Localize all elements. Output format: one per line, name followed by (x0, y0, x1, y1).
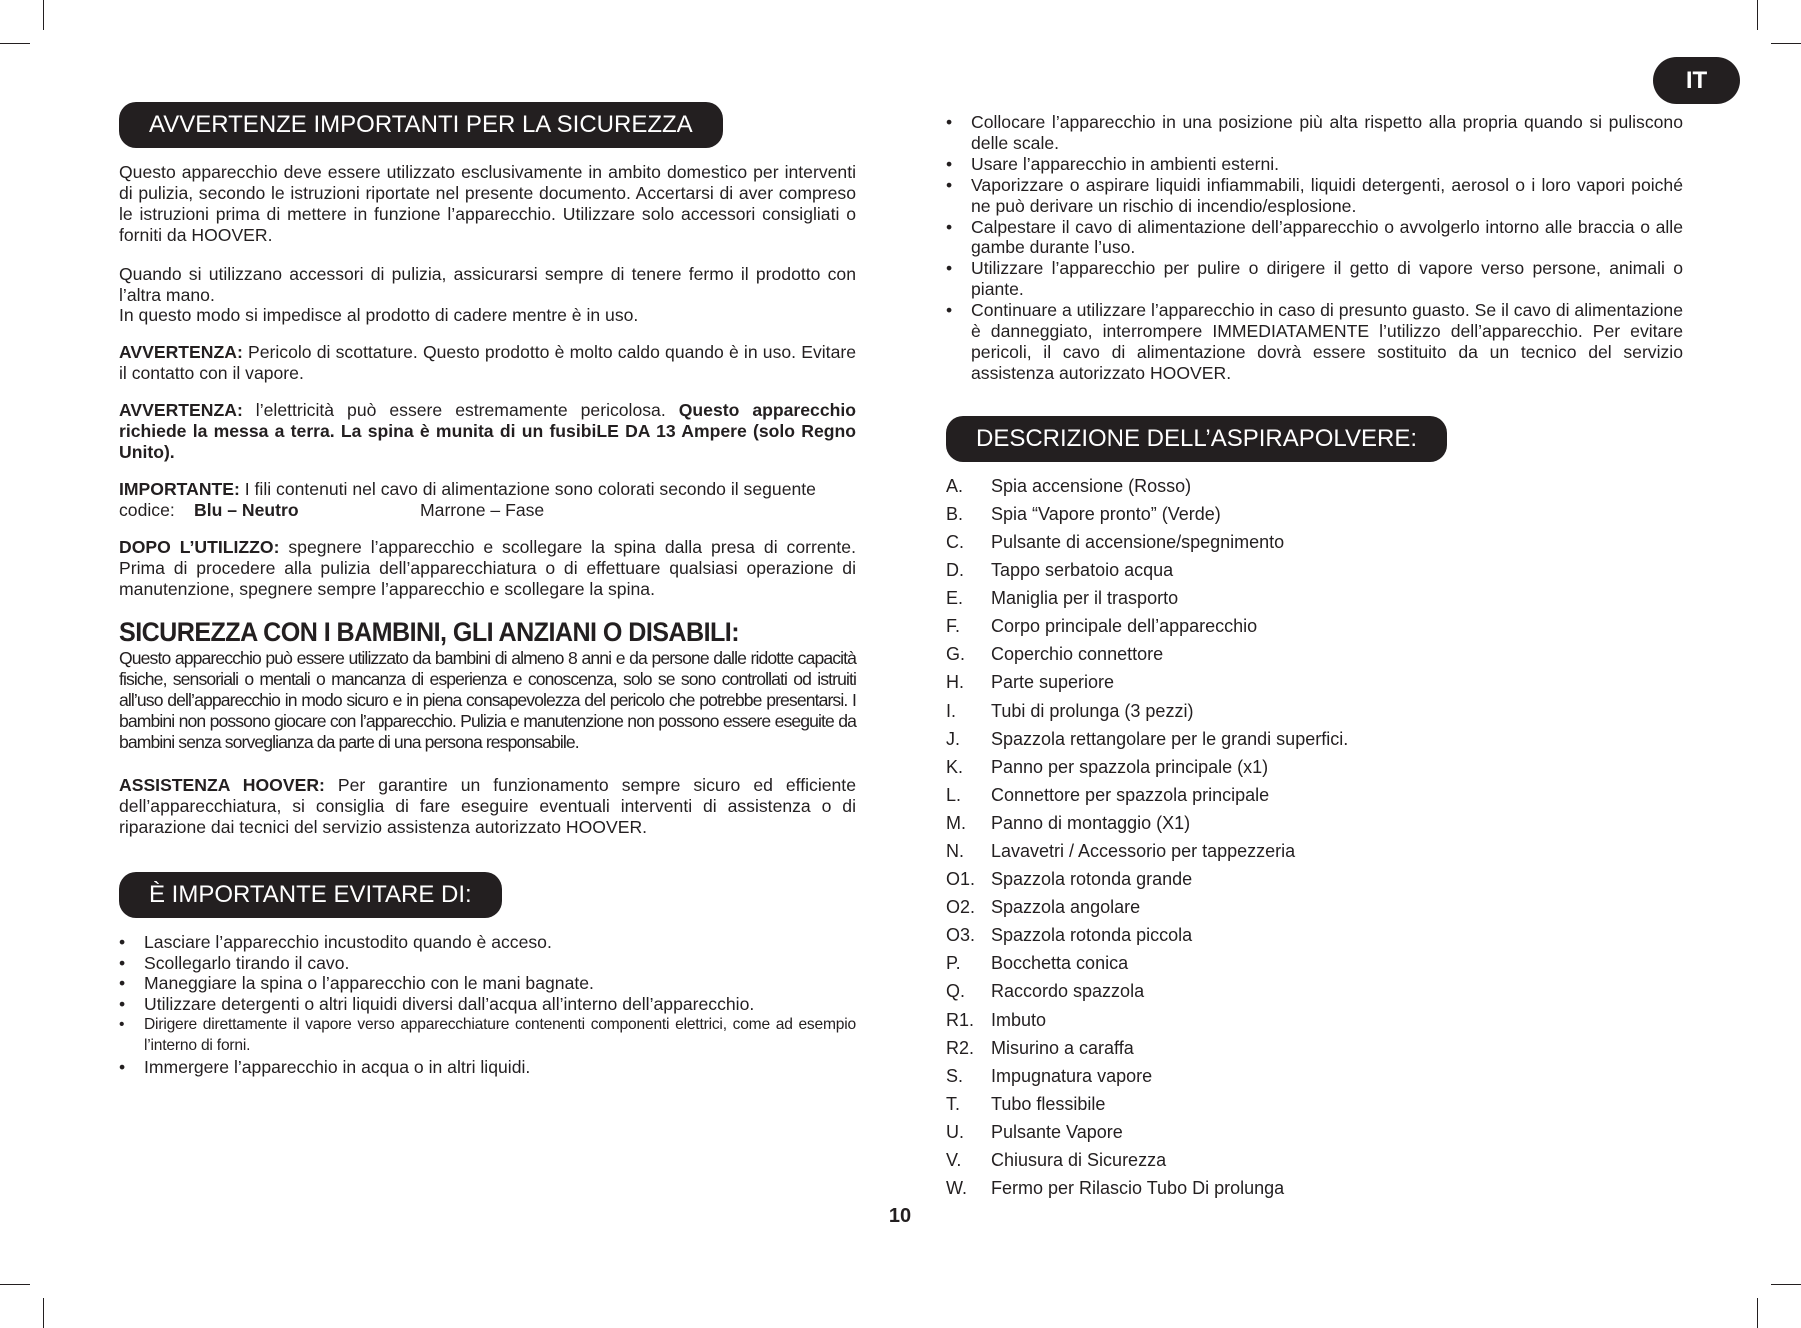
right-column (946, 112, 1683, 1202)
list-item: D. Tappo serbatoio acqua (946, 560, 1174, 581)
list-item: V. Chiusura di Sicurezza (946, 1150, 1167, 1171)
hoover-service: ASSISTENZA HOOVER: Per garantire un funzionamento sempre sicuro ed efficiente dell’apparecchiatura, si consiglia di fare eseguire eventuali interventi di assistenza o di riparazione dai tecnici del servizio assistenza autorizzato HOOVER. (119, 774, 856, 837)
list-item: • Utilizzare l’apparecchio per pulire o dirigere il getto di vapore verso persone, animali o piante. (946, 258, 1683, 300)
warning-burn: AVVERTENZA: Pericolo di scottature. Questo prodotto è molto caldo quando è in uso. Evitare il contatto con il vapore. (119, 342, 856, 384)
list-item: N. Lavavetri / Accessorio per tappezzeria (946, 841, 1296, 861)
list-item: • Dirigere direttamente il vapore verso apparecchiature contenenti componenti elettrici, come ad esempio l’interno di forni. (119, 1016, 856, 1055)
list-item: T. Tubo flessibile (946, 1093, 1106, 1114)
list-item: • Vaporizzare o aspirare liquidi infiammabili, liquidi detergenti, aerosol o i loro vapori poiché ne può derivare un rischio di incendio/esplosione. (946, 174, 1683, 216)
list-item: • Scollegarlo tirando il cavo. (119, 952, 350, 973)
important-wires: IMPORTANTE: I fili contenuti nel cavo di alimentazione sono colorati secondo il seguente (119, 478, 816, 499)
avoid-list (119, 932, 856, 1078)
list-item: G. Coperchio connettore (946, 644, 1164, 665)
warning-electric: AVVERTENZA: l’elettricità può essere estremamente pericolosa. Questo apparecchio richiede la messa a terra. La spina è munita di un fusibiLE DA 13 Ampere (solo Regno Unito). (119, 400, 856, 462)
crop-mark (0, 43, 30, 44)
parts-list (946, 472, 1683, 1202)
after-use: DOPO L’UTILIZZO: spegnere l’apparecchio e scollegare la spina dalla presa di corrente. Prima di procedere alla pulizia dell’apparecchiatura o di effettuare qualsiasi operazione di manutenzione, spegnere sempre l’apparecchio e scollegare la spina. (119, 536, 856, 599)
list-item: O1. Spazzola rotonda grande (946, 869, 1193, 890)
crop-mark (43, 1298, 44, 1328)
crop-mark (43, 0, 44, 30)
list-item: • Collocare l’apparecchio in una posizione più alta rispetto alla propria quando si puliscono delle scale. (946, 112, 1683, 153)
list-item: H. Parte superiore (946, 672, 1115, 693)
crop-mark (0, 1284, 30, 1285)
avoid-list-continued (946, 112, 1683, 384)
list-item: O2. Spazzola angolare (946, 897, 1141, 918)
wire-code-row: codice: Blu – Neutro Marrone – Fase (119, 499, 545, 520)
crop-mark (1757, 1298, 1758, 1328)
list-item: E. Maniglia per il trasporto (946, 588, 1179, 609)
list-item: • Immergere l’apparecchio in acqua o in altri liquidi. (119, 1057, 531, 1078)
avoid-section-title: È IMPORTANTE EVITARE DI: (119, 872, 502, 918)
safety-section-title: AVVERTENZE IMPORTANTI PER LA SICUREZZA (119, 102, 723, 148)
list-item: F. Corpo principale dell’apparecchio (946, 616, 1258, 637)
list-item: • Lasciare l’apparecchio incustodito quando è acceso. (119, 931, 552, 952)
list-item: O3. Spazzola rotonda piccola (946, 925, 1193, 946)
crop-mark (1771, 43, 1801, 44)
safety-intro: Questo apparecchio deve essere utilizzato esclusivamente in ambito domestico per interventi di pulizia, secondo le istruzioni riportate nel presente documento. Accertarsi di aver compreso le istruzioni prima di mettere in funzione l’apparecchio. Utilizzare solo accessori consigliati o forniti da HOOVER. (119, 162, 856, 245)
list-item: S. Impugnatura vapore (946, 1065, 1153, 1086)
list-item: L. Connettore per spazzola principale (946, 784, 1270, 805)
children-safety-title: SICUREZZA CON I BAMBINI, GLI ANZIANI O DISABILI: (119, 617, 740, 648)
list-item: B. Spia “Vapore pronto” (Verde) (946, 503, 1221, 524)
left-column (119, 102, 856, 1078)
list-item: • Maneggiare la spina o l’apparecchio con le mani bagnate. (119, 973, 594, 994)
list-item: P. Bocchetta conica (946, 953, 1129, 974)
list-item: K. Panno per spazzola principale (x1) (946, 756, 1269, 777)
list-item: R1. Imbuto (946, 1009, 1047, 1030)
list-item: J. Spazzola rettangolare per le grandi superfici. (946, 728, 1349, 749)
list-item: I. Tubi di prolunga (3 pezzi) (946, 700, 1194, 721)
list-item: • Continuare a utilizzare l’apparecchio in caso di presunto guasto. Se il cavo di alimentazione è danneggiato, interrompere IMMEDIATAMENTE l’utilizzo dell’apparecchio. Per evitare pericoli, il cavo di alimentazione dovrà essere sostituito da un tecnico del servizio assistenza autorizzato HOOVER. (946, 300, 1683, 383)
accessories-note: Quando si utilizzano accessori di pulizia, assicurarsi sempre di tenere fermo il prodotto con l’altra mano. In questo modo si impedisce al prodotto di cadere mentre è in uso. (119, 263, 856, 326)
list-item: M. Panno di montaggio (X1) (946, 812, 1191, 833)
list-item: Q. Raccordo spazzola (946, 981, 1145, 1002)
list-item: • Usare l’apparecchio in ambienti esterni. (946, 153, 1280, 174)
crop-mark (1771, 1284, 1801, 1285)
language-tab: IT (1653, 57, 1740, 104)
list-item: A. Spia accensione (Rosso) (946, 475, 1192, 496)
list-item: • Utilizzare detergenti o altri liquidi diversi dall’acqua all’interno dell’apparecchio. (119, 994, 755, 1015)
list-item: W. Fermo per Rilascio Tubo Di prolunga (946, 1178, 1285, 1199)
crop-mark (1757, 0, 1758, 30)
children-safety-text: Questo apparecchio può essere utilizzato da bambini di almeno 8 anni e da persone dalle ridotte capacità fisiche, sensoriali o mentali o mancanza di esperienza e conoscenza, solo se sono controllati od istruiti all’uso dell’apparecchio in modo sicuro e in piena consapevolezza del pericolo che potrebbe presentarsi. I bambini non possono giocare con l’apparecchio. Pulizia e manutenzione non possono essere eseguite da bambini senza sorveglianza da parte di una persona responsabile. (119, 648, 856, 753)
list-item: C. Pulsante di accensione/spegnimento (946, 531, 1285, 552)
list-item: U. Pulsante Vapore (946, 1121, 1123, 1142)
list-item: • Calpestare il cavo di alimentazione dell’apparecchio o avvolgerlo intorno alle braccia o alle gambe durante l’uso. (946, 216, 1683, 258)
list-item: R2. Misurino a caraffa (946, 1037, 1134, 1058)
page-number: 10 (888, 1205, 912, 1227)
description-section-title: DESCRIZIONE DELL’ASPIRAPOLVERE: (946, 416, 1447, 462)
